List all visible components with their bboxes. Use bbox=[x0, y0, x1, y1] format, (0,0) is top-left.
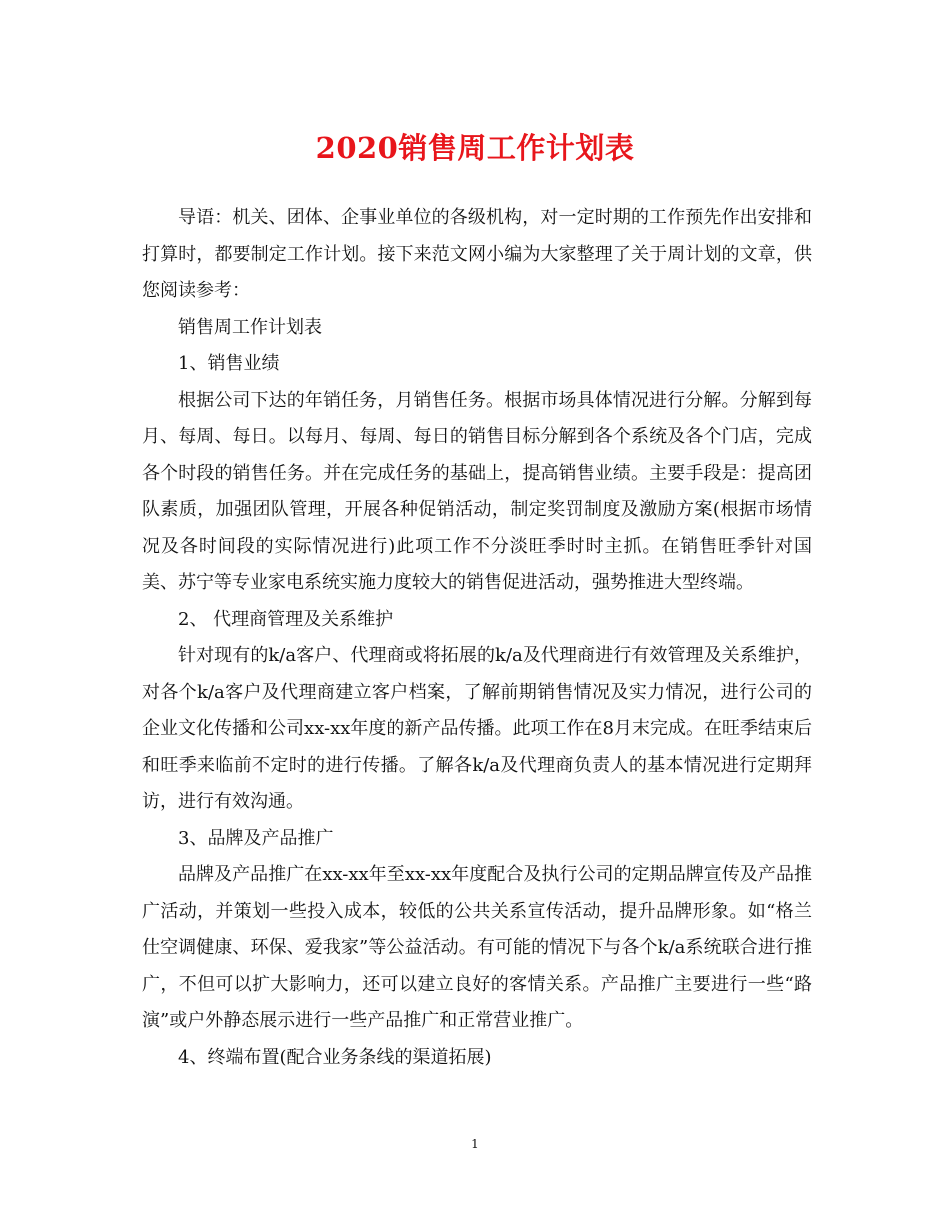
subheading-brand-promotion: 3、品牌及产品推广 bbox=[178, 827, 334, 849]
subheading-agent-management: 2、 代理商管理及关系维护 bbox=[178, 608, 394, 630]
section-heading: 销售周工作计划表 bbox=[178, 316, 322, 338]
subheading-terminal-layout: 4、终端布置(配合业务条线的渠道拓展) bbox=[178, 1046, 492, 1068]
intro-paragraph: 导语：机关、团体、企事业单位的各级机构，对一定时期的工作预先作出安排和打算时，都要制定工作计划。接下来范文网小编为大家整理了关于周计划的文章，供您阅读参考： bbox=[142, 207, 812, 301]
paragraph-sales-performance: 根据公司下达的年销任务，月销售任务。根据市场具体情况进行分解。分解到每月、每周、每日。以每月、每周、每日的销售目标分解到各个系统及各个门店，完成各个时段的销售任务。并在完成任务的基础上，提高销售业绩。主要手段是：提高团队素质，加强团队管理，开展各种促销活动，制定奖罚制度及激励方案(根据市场情况及各时间段的实际情况进行)此项工作不分淡旺季时时主抓。在销售旺季针对国美、苏宁等专业家电系统实施力度较大的销售促进活动，强势推进大型终端。 bbox=[142, 389, 812, 593]
page-number: 1 bbox=[471, 1137, 479, 1151]
subheading-sales-performance: 1、销售业绩 bbox=[178, 353, 280, 374]
document-title: 2020销售周工作计划表 bbox=[315, 131, 635, 165]
document-body bbox=[142, 200, 812, 1076]
paragraph-brand-promotion: 品牌及产品推广在xx-xx年至xx-xx年度配合及执行公司的定期品牌宣传及产品推广活动，并策划一些投入成本，较低的公共关系宣传活动，提升品牌形象。如“格兰仕空调健康、环保、爱我家”等公益活动。有可能的情况下与各个k/a系统联合进行推广，不但可以扩大影响力，还可以建立良好的客情关系。产品推广主要进行一些“路演”或户外静态展示进行一些产品推广和正常营业推广。 bbox=[142, 864, 812, 1031]
paragraph-agent-management: 针对现有的k/a客户、代理商或将拓展的k/a及代理商进行有效管理及关系维护，对各个k/a客户及代理商建立客户档案，了解前期销售情况及实力情况，进行公司的企业文化传播和公司xx-xx年度的新产品传播。此项工作在8月末完成。在旺季结束后和旺季来临前不定时的进行传播。了解各k/a及代理商负责人的基本情况进行定期拜访，进行有效沟通。 bbox=[142, 645, 812, 812]
